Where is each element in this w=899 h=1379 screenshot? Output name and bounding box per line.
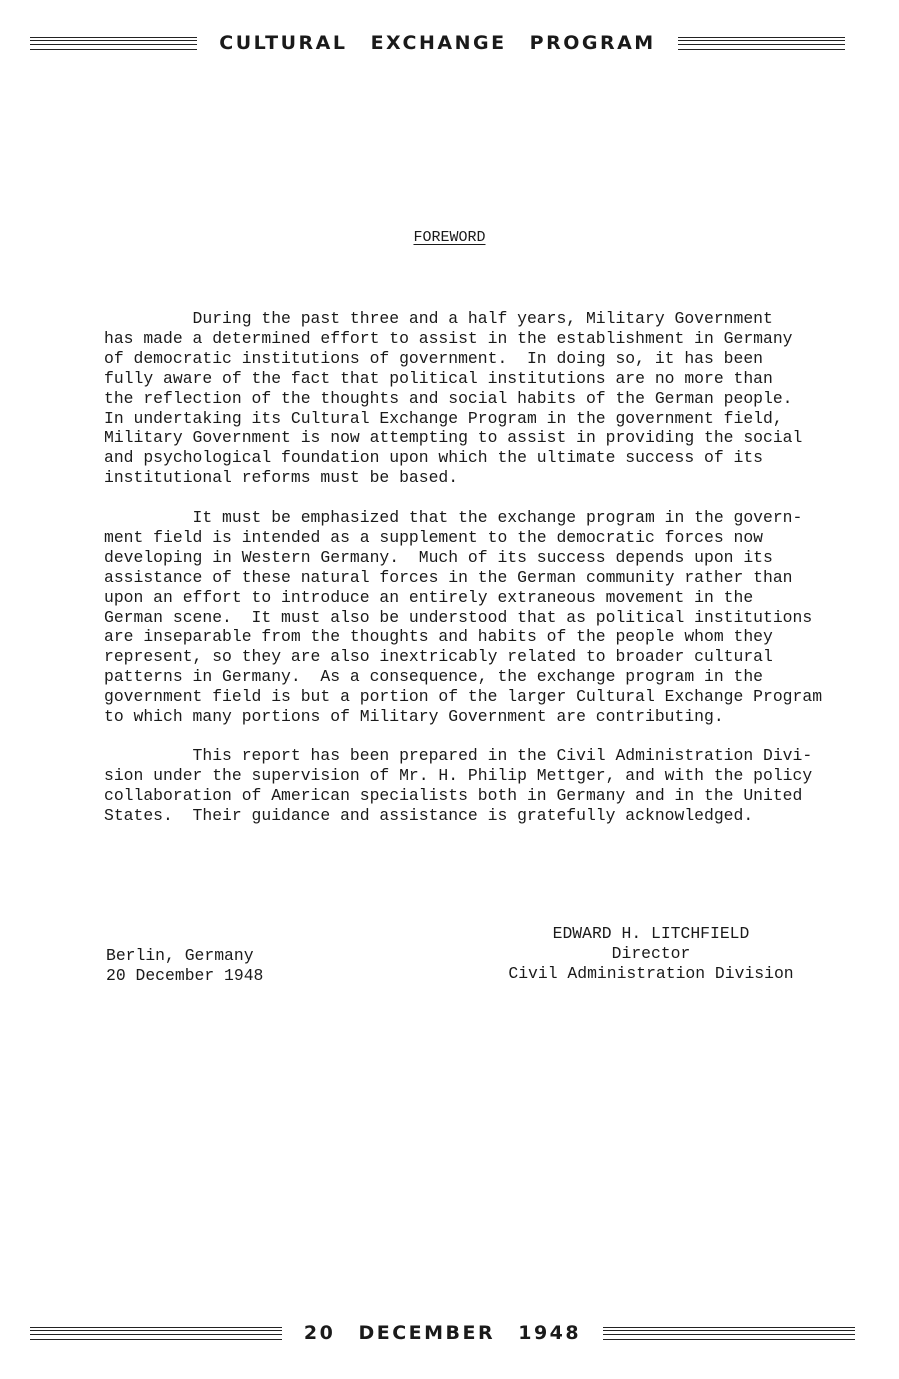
header-rule-left	[30, 37, 197, 50]
footer-rule-right	[603, 1327, 855, 1340]
place-date-block	[106, 946, 263, 986]
paragraph-3: This report has been prepared in the Civil Administration Divi- sion under the supervision of Mr. H. Philip Mettger, and with the policy collaboration of American specialists both in Germany and in the United States. Their guidance and assistance is gratefully acknowledged.	[104, 746, 813, 825]
signatory-title: Director	[611, 943, 691, 963]
place: Berlin, Germany	[106, 946, 254, 965]
foreword-heading-block	[0, 229, 899, 246]
footer-rule-left	[30, 1327, 282, 1340]
footer-date: 20 DECEMBER 1948	[303, 1322, 582, 1344]
foreword-heading: FOREWORD	[413, 229, 486, 246]
header-title: CULTURAL EXCHANGE PROGRAM	[219, 32, 656, 54]
page-header-banner	[30, 28, 845, 58]
header-rule-right	[678, 37, 845, 50]
paragraph-1: During the past three and a half years, Military Government has made a determined effort to assist in the establishment in Germany of democratic institutions of government. In doing so, it has been fully aware of the fact that political institutions are no more than the reflection of the thoughts and social habits of the German people. In undertaking its Cultural Exchange Program in the government field, Military Government is now attempting to assist in providing the social and psychological foundation upon which the ultimate success of its institutional reforms must be based.	[104, 309, 803, 488]
date: 20 December 1948	[106, 965, 264, 985]
page-footer-banner	[30, 1318, 855, 1348]
signature-block	[490, 924, 812, 984]
signatory-name: EDWARD H. LITCHFIELD	[552, 924, 750, 943]
paragraph-2: It must be emphasized that the exchange program in the govern- ment field is intended as a supplement to the democratic forces now developing in Western Germany. Much of its success depends upon its assistance of these natural forces in the German community rather than upon an effort to introduce an entirely extraneous movement in the German scene. It must also be understood that as political institutions are inseparable from the thoughts and habits of the people whom they represent, so they are also inextricably related to broader cultural patterns in Germany. As a consequence, the exchange program in the government field is but a portion of the larger Cultural Exchange Program to which many portions of Military Government are contributing.	[104, 508, 823, 727]
signatory-division: Civil Administration Division	[508, 963, 794, 983]
